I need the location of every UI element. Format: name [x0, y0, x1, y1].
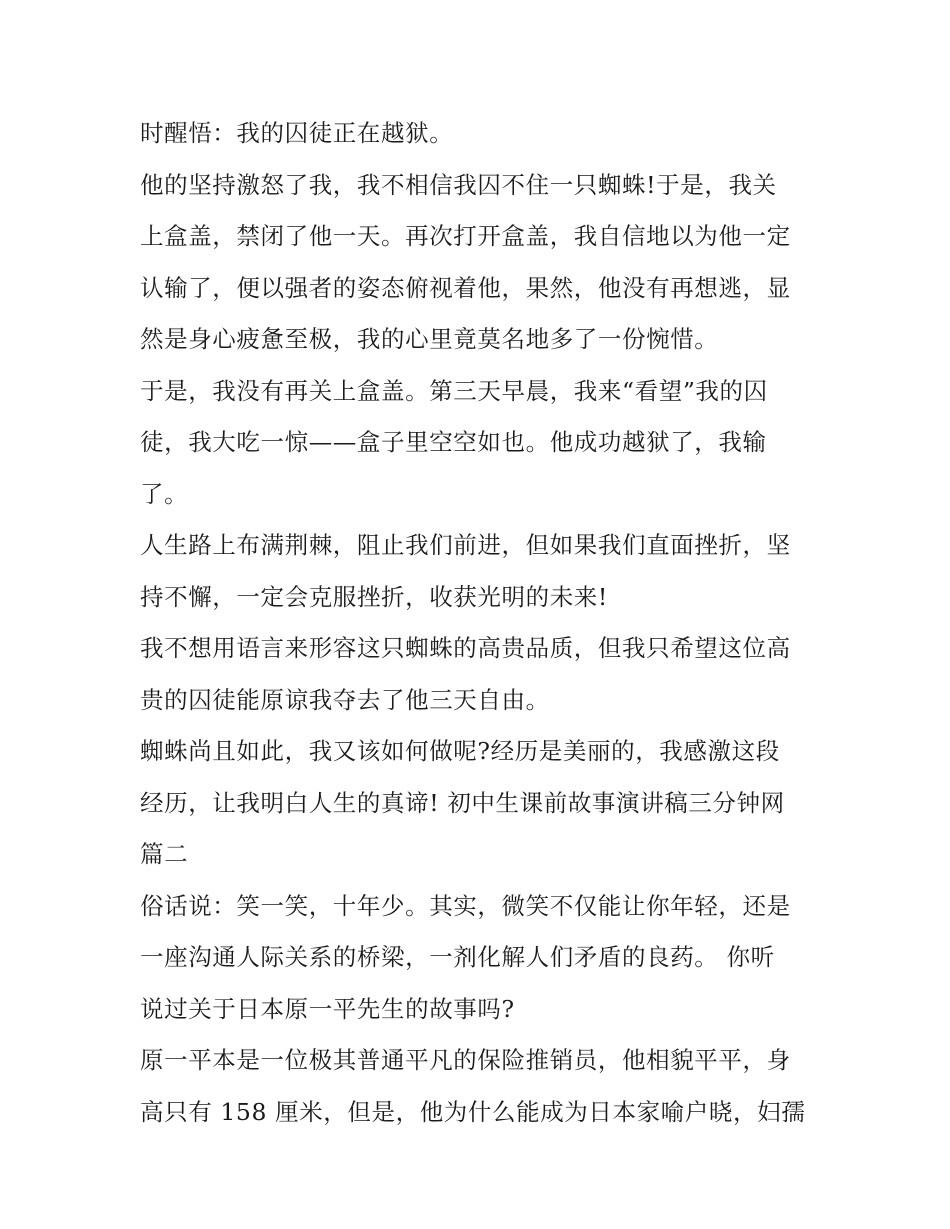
text-line: 蜘蛛尚且如此，我又该如何做呢?经历是美丽的，我感激这段: [140, 737, 780, 765]
text-line: 认输了，便以强者的姿态俯视着他，果然，他没有再想逃，显: [140, 273, 791, 302]
text-line: 高只有 158 厘米，但是，他为什么能成为日本家喻户晓，妇孺: [140, 1097, 806, 1126]
text-line: 贵的囚徒能原谅我夺去了他三天自由。: [140, 685, 550, 714]
text-line: 持不懈，一定会克服挫折，收获光明的未来!: [140, 582, 608, 611]
text-line: 说过关于日本原一平先生的故事吗?: [140, 994, 515, 1023]
text-line: 俗话说：笑一笑，十年少。其实，微笑不仅能让你年轻，还是: [140, 891, 791, 920]
text-line: 我不想用语言来形容这只蜘蛛的高贵品质，但我只希望这位高: [140, 634, 791, 662]
text-line: 经历，让我明白人生的真谛! 初中生课前故事演讲稿三分钟网: [140, 788, 785, 817]
text-line: 原一平本是一位极其普通平凡的保险推销员，他相貌平平，身: [140, 1046, 791, 1074]
text-line: 然是身心疲惫至极，我的心里竟莫名地多了一份惋惜。: [140, 325, 719, 353]
section-heading: 篇二: [140, 840, 189, 868]
document-body: [140, 108, 820, 1138]
text-line: 人生路上布满荆棘，阻止我们前进，但如果我们直面挫折，坚: [140, 531, 791, 559]
text-line: 上盒盖，禁闭了他一天。再次打开盒盖，我自信地以为他一定: [140, 222, 791, 250]
text-line: 了。: [140, 479, 189, 508]
text-line: 徒，我大吃一惊——盒子里空空如也。他成功越狱了，我输: [140, 428, 767, 456]
text-line: 于是，我没有再关上盒盖。第三天早晨，我来“看望”我的囚: [140, 376, 768, 405]
text-line: 时醒悟：我的囚徒正在越狱。: [140, 119, 454, 147]
text-line: 他的坚持激怒了我，我不相信我囚不住一只蜘蛛!于是，我关: [140, 170, 777, 199]
text-line: 一座沟通人际关系的桥梁，一剂化解人们矛盾的良药。 你听: [140, 943, 775, 971]
